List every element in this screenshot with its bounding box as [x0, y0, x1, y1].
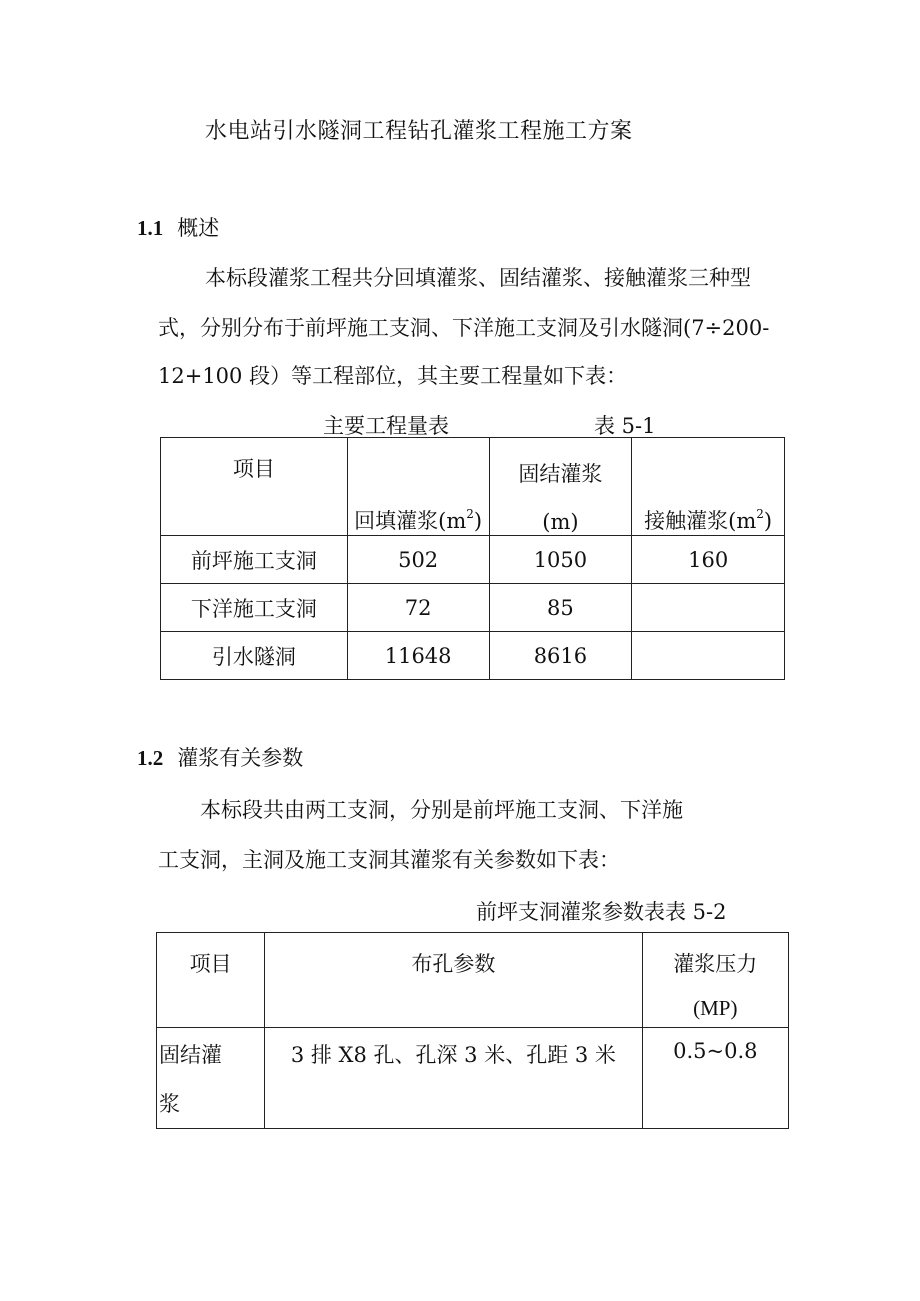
table-cell-value: 1050 [489, 536, 632, 584]
table-cell-item: 下洋施工支洞 [161, 584, 348, 632]
table-caption: 前坪支洞灌浆参数表表 5-2 [476, 900, 727, 924]
header-layout: 布孔参数 [411, 952, 496, 976]
header-consolidation-line1: 固结灌浆 [518, 462, 603, 486]
table-cell-value: 8616 [489, 632, 632, 680]
table-cell-value [642, 1028, 788, 1129]
table-header-cell [642, 933, 788, 1028]
paragraph-line: 工支洞，主洞及施工支洞其灌浆有关参数如下表： [158, 848, 620, 872]
header-pressure-line1: 灌浆压力 [673, 952, 758, 976]
table-row [161, 632, 785, 680]
layout-value: 3 排 X8 孔、孔深 3 米、孔距 3 米 [290, 1043, 616, 1067]
header-item: 项目 [189, 952, 232, 976]
table-header-cell [347, 438, 489, 536]
paragraph-line: 12+100 段）等工程部位，其主要工程量如下表： [158, 364, 628, 388]
table-header-cell [161, 438, 348, 536]
section-heading-1 [137, 212, 219, 242]
header-contact: 接触灌浆$(m^2)$ [644, 507, 773, 533]
table-cell-value: 502 [347, 536, 489, 584]
table-row [161, 536, 785, 584]
table-cell-value: 72 [347, 584, 489, 632]
table-cell-value: 160 [632, 536, 785, 584]
table-cell-item: 前坪施工支洞 [161, 536, 348, 584]
table-row [157, 1028, 789, 1129]
paragraph-line: 式，分别分布于前坪施工支洞、下洋施工支洞及引水隧洞(7÷200- [158, 316, 770, 340]
section-title: 灌浆有关参数 [177, 746, 304, 770]
item-line2: 浆 [159, 1092, 180, 1116]
header-item: 项目 [232, 457, 275, 481]
table-cell-value [265, 1028, 642, 1129]
table-row [161, 584, 785, 632]
table-cell-value: 85 [489, 584, 632, 632]
grouting-parameters-table [156, 932, 789, 1129]
table-header-cell [265, 933, 642, 1028]
section-heading-2 [137, 742, 303, 772]
table-cell-value [632, 584, 785, 632]
table-header-cell [632, 438, 785, 536]
header-pressure-line2: (MP) [693, 996, 738, 1020]
section-number: 1.2 [137, 746, 164, 770]
document-title: 水电站引水隧洞工程钻孔灌浆工程施工方案 [205, 119, 633, 144]
table-cell-value: 11648 [347, 632, 489, 680]
table-header-row [161, 438, 785, 536]
pressure-value: 0.5~0.8 [673, 1039, 758, 1063]
table-header-row [157, 933, 789, 1028]
section-title: 概述 [177, 216, 220, 240]
table-cell-item [157, 1028, 265, 1129]
item-line1: 固结灌 [159, 1043, 222, 1067]
header-backfill: 回填灌浆$(m^2)$ [354, 507, 483, 533]
table-number: 表 5-1 [594, 414, 656, 438]
header-consolidation-line2: (m) [542, 510, 579, 534]
table-cell-value [632, 632, 785, 680]
table-cell-item: 引水隧洞 [161, 632, 348, 680]
table-header-cell [489, 438, 632, 536]
section-number: 1.1 [137, 216, 164, 240]
table-caption: 主要工程量表 [323, 414, 449, 438]
paragraph-line: 本标段灌浆工程共分回填灌浆、固结灌浆、接触灌浆三种型 [205, 266, 751, 290]
table-header-cell [157, 933, 265, 1028]
quantities-table [160, 437, 785, 680]
paragraph-line: 本标段共由两工支洞，分别是前坪施工支洞、下洋施 [200, 798, 683, 822]
